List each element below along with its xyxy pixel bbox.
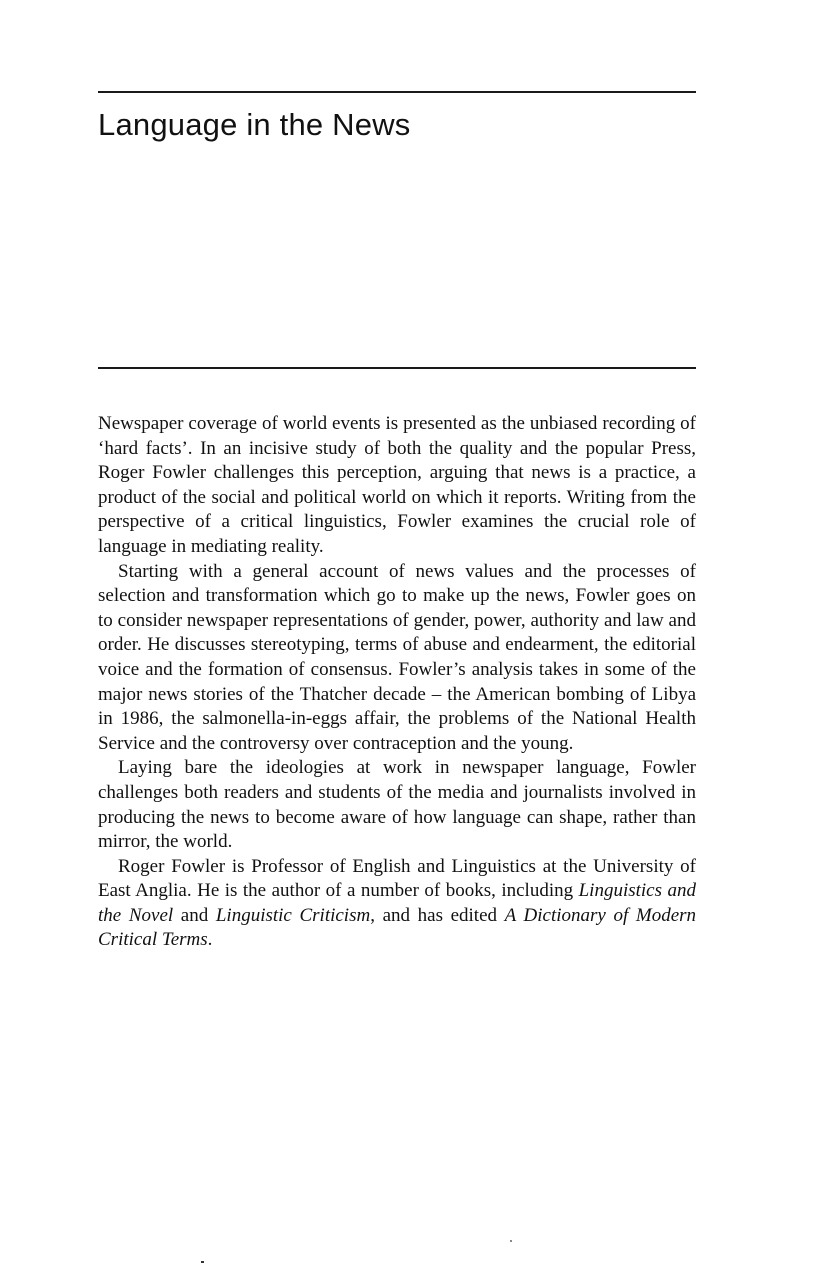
book-reference-2: Linguistic Criticism bbox=[215, 904, 371, 926]
description-paragraph-2: Starting with a general account of news values and the processes of selection and transformation which go to make up the news, Fowler goes on to consider newspaper representations of gender, power, authority and law and order. He discusses stereotyping, terms of abuse and endearment, the editorial voice and the formation of consensus. Fowler’s analysis takes in some of the major news stories of the Thatcher decade – the American bombing of Libya in 1986, the salmonella-in-eggs affair, the problems of the National Health Service and the controversy over contraception and the young. bbox=[98, 560, 696, 754]
author-bio-text-4: . bbox=[207, 929, 213, 951]
author-bio-text-1: Roger Fowler is Professor of English and Linguistics at the University of East Anglia. He is the author of a number of books, including bbox=[98, 855, 696, 902]
author-bio-text-3: , and has edited bbox=[370, 904, 505, 926]
book-reference-3: A Dictionary of Modern Critical Terms bbox=[98, 904, 697, 951]
book-title: Language in the News bbox=[98, 107, 411, 142]
author-bio-text-2: and bbox=[173, 904, 216, 926]
middle-rule bbox=[98, 367, 696, 369]
description-paragraph-3: Laying bare the ideologies at work in newspaper language, Fowler challenges both readers and students of the media and journalists involved in producing the news to become aware of how language can shape, rather than mirror, the world. bbox=[98, 757, 696, 853]
author-bio-paragraph bbox=[98, 855, 696, 953]
book-description bbox=[98, 412, 696, 953]
print-speck bbox=[201, 1261, 204, 1263]
top-rule bbox=[98, 91, 696, 93]
print-speck bbox=[510, 1240, 512, 1242]
book-reference-1: Linguistics and the Novel bbox=[98, 880, 697, 926]
description-paragraph-1: Newspaper coverage of world events is presented as the unbiased recording of ‘hard facts’. In an incisive study of both the quality and the popular Press, Roger Fowler challenges this perception, arguing that news is a practice, a product of the social and political world on which it reports. Writing from the perspective of a critical linguistics, Fowler examines the crucial role of language in mediating reality. bbox=[98, 413, 696, 557]
